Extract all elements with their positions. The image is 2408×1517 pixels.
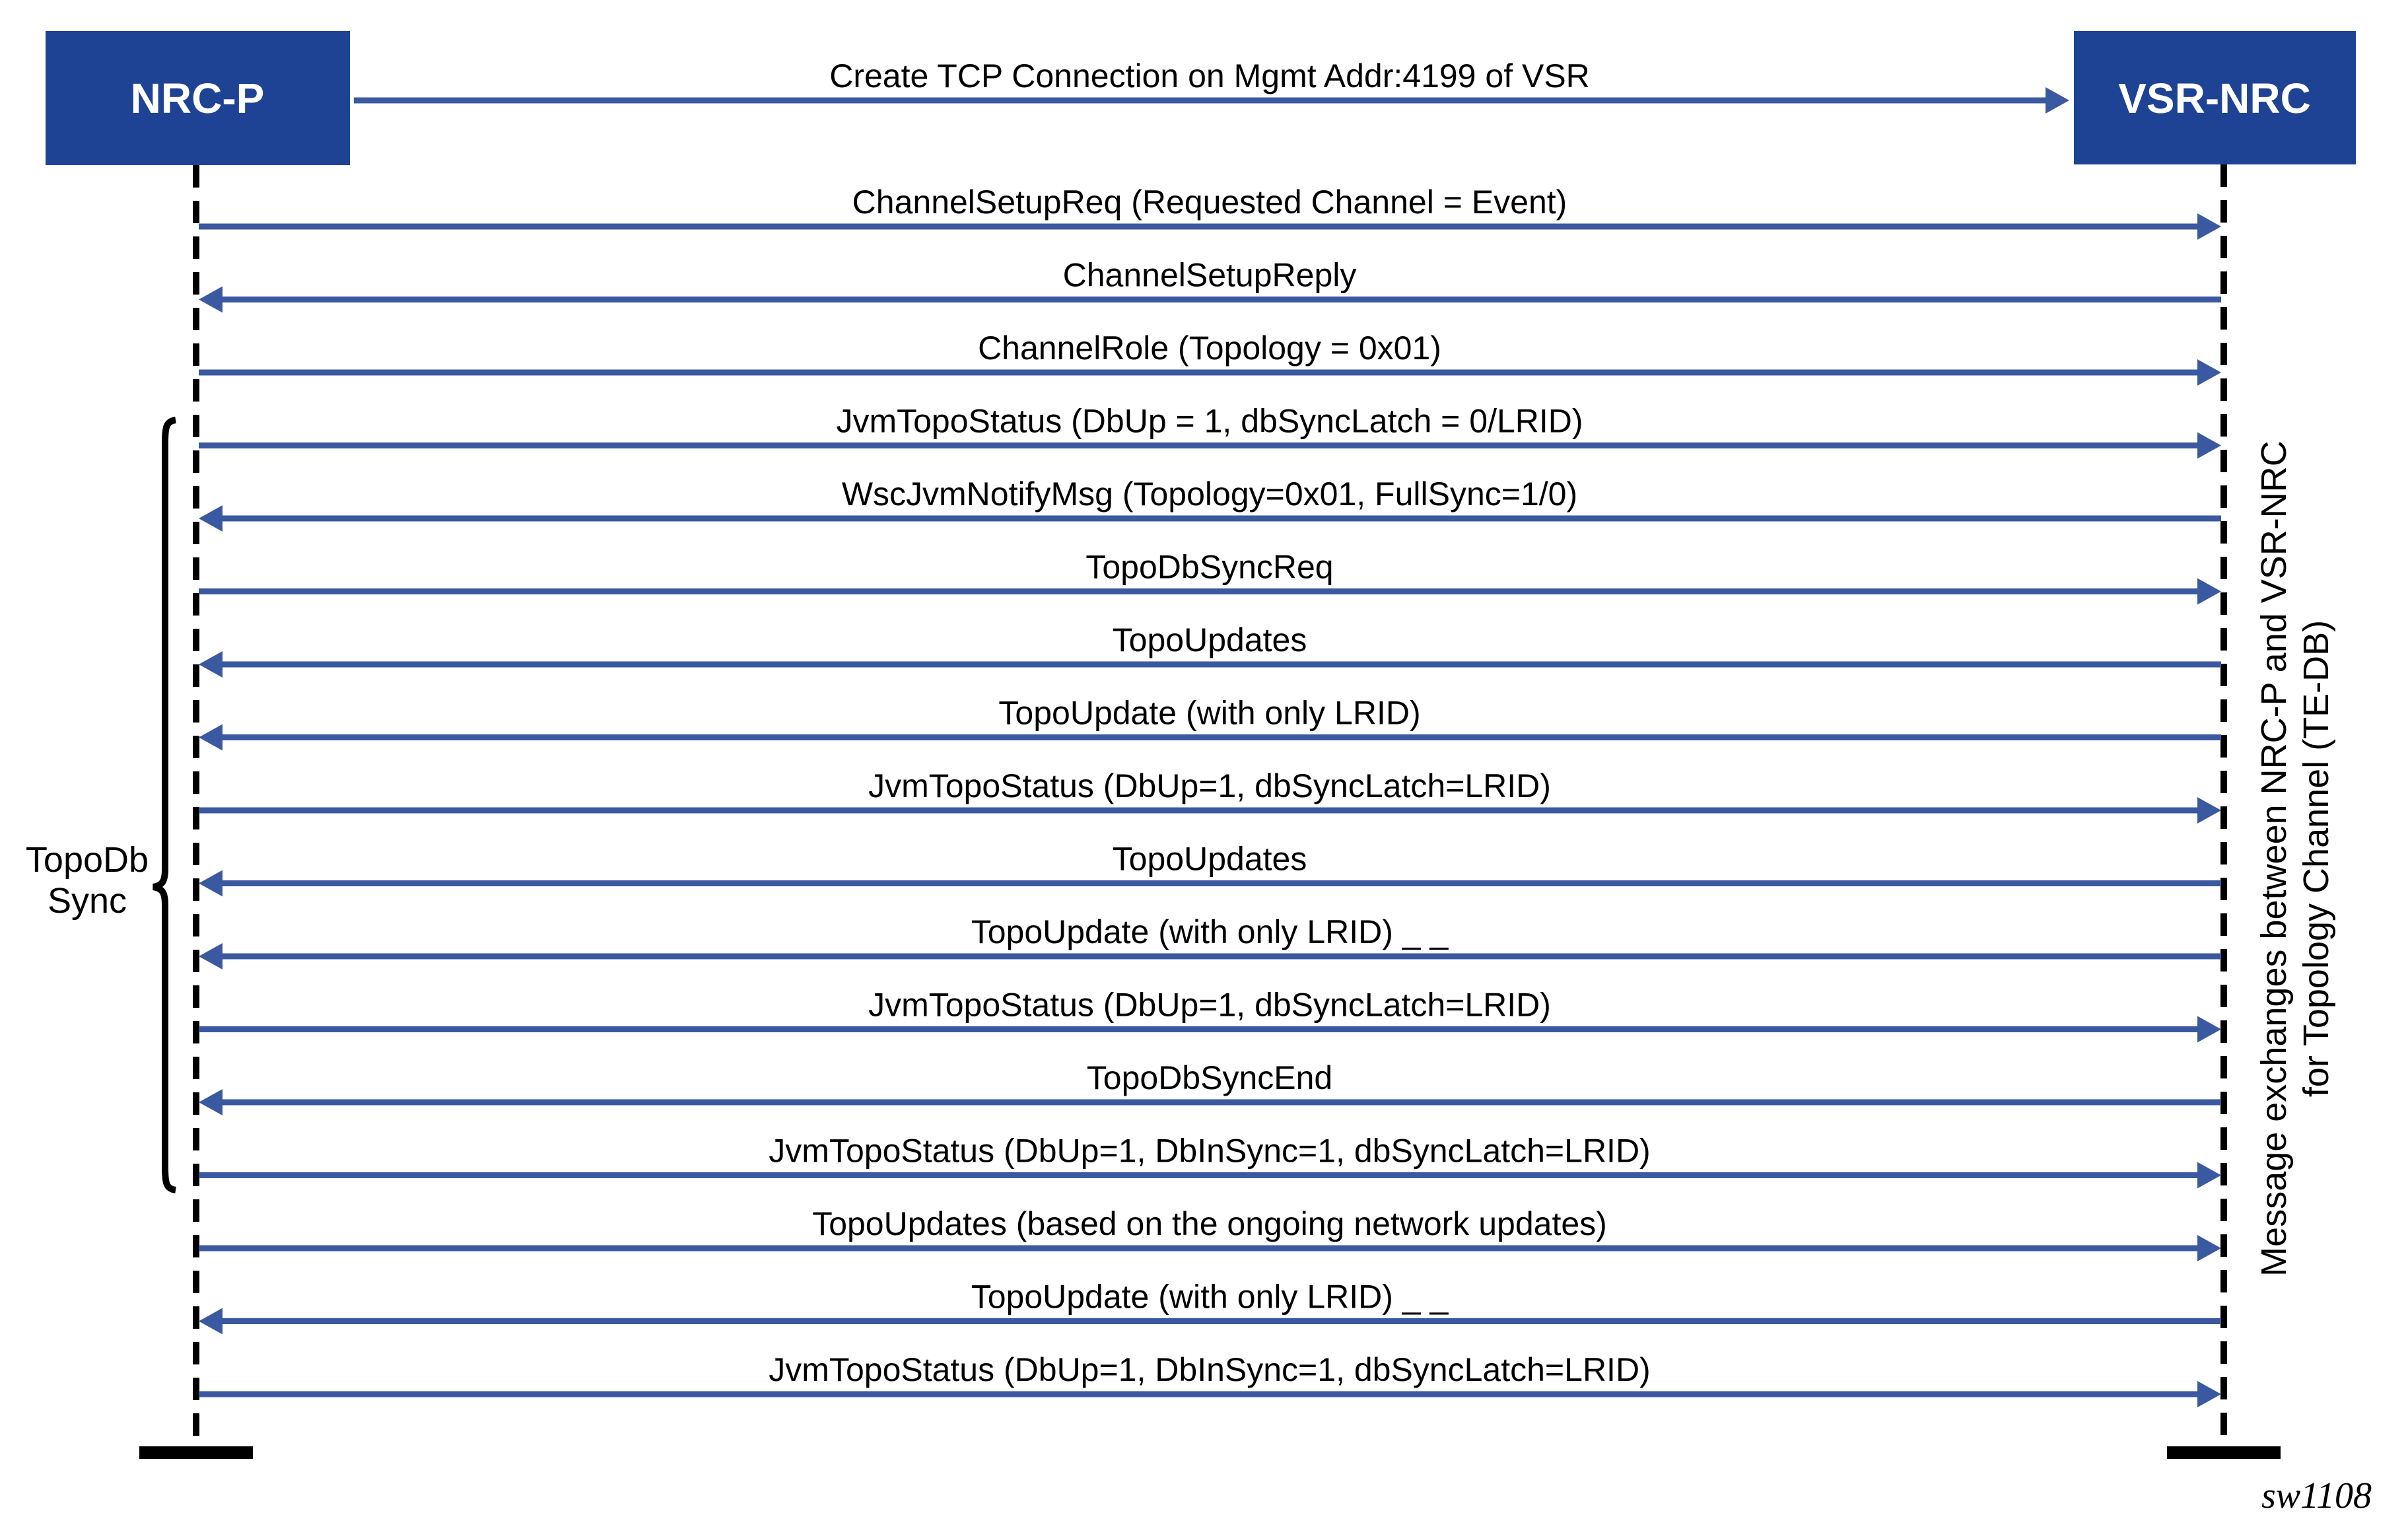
- message-row: [199, 1059, 2221, 1115]
- message-label: JvmTopoStatus (DbUp=1, dbSyncLatch=LRID): [868, 986, 1551, 1024]
- arrowhead-left-icon: [199, 651, 223, 678]
- arrowhead-left-icon: [199, 1308, 223, 1335]
- message-label: ChannelSetupReq (Requested Channel = Event): [852, 184, 1567, 221]
- topodb-sync-label-line1: TopoDb: [25, 840, 149, 880]
- lifeline-end-bar-vsr-nrc: [2167, 1446, 2281, 1459]
- message-label: JvmTopoStatus (DbUp = 1, dbSyncLatch = 0/LRID): [836, 402, 1583, 440]
- arrowhead-right-icon: [2197, 1235, 2221, 1261]
- arrowhead-left-icon: [199, 724, 223, 751]
- message-row: [199, 767, 2221, 824]
- message-row: [199, 1205, 2221, 1261]
- arrowhead-right-icon: [2197, 359, 2221, 386]
- message-row: [354, 57, 2069, 114]
- message-row: [199, 1133, 2221, 1189]
- message-label: TopoUpdate (with only LRID) _ _: [971, 1278, 1449, 1316]
- message-row: [199, 549, 2221, 605]
- message-row: [199, 1351, 2221, 1407]
- message-row: [199, 913, 2221, 970]
- side-note-line2: for Topology Channel (TE-DB): [2296, 619, 2336, 1098]
- actor-vsr-nrc: [2074, 31, 2356, 164]
- message-row: [199, 476, 2221, 532]
- arrowhead-left-icon: [199, 870, 223, 897]
- arrowhead-right-icon: [2046, 87, 2069, 114]
- message-label: TopoDbSyncReq: [1085, 548, 1334, 586]
- message-row: [199, 987, 2221, 1043]
- message-label: WscJvmNotifyMsg (Topology=0x01, FullSync=1/0): [841, 476, 1578, 512]
- arrowhead-left-icon: [199, 505, 223, 532]
- message-label: JvmTopoStatus (DbUp=1, DbInSync=1, dbSyncLatch=LRID): [769, 1351, 1651, 1388]
- arrowhead-right-icon: [2197, 1016, 2221, 1043]
- message-row: [199, 257, 2221, 313]
- message-row: [199, 621, 2221, 678]
- message-label: ChannelRole (Topology = 0x01): [978, 330, 1441, 367]
- message-row: [199, 841, 2221, 897]
- message-row: [199, 695, 2221, 751]
- message-label: TopoDbSyncEnd: [1086, 1059, 1333, 1096]
- message-label: TopoUpdate (with only LRID): [998, 694, 1421, 732]
- message-label: ChannelSetupReply: [1062, 256, 1357, 294]
- side-note-line1: Message exchanges between NRC-P and VSR-NRC: [2254, 441, 2294, 1277]
- arrowhead-right-icon: [2197, 1162, 2221, 1189]
- arrowhead-right-icon: [2197, 213, 2221, 240]
- message-label: JvmTopoStatus (DbUp=1, DbInSync=1, dbSyncLatch=LRID): [769, 1132, 1651, 1170]
- message-label: TopoUpdates: [1112, 840, 1307, 878]
- message-label: TopoUpdates (based on the ongoing network updates): [812, 1205, 1607, 1242]
- topodb-sync-label-line2: Sync: [47, 881, 127, 921]
- lifeline-end-bar-nrc-p: [139, 1446, 253, 1459]
- message-row: [199, 1279, 2221, 1335]
- arrowhead-left-icon: [199, 1089, 223, 1115]
- arrowhead-right-icon: [2197, 433, 2221, 459]
- message-label: TopoUpdate (with only LRID) _ _: [971, 913, 1449, 950]
- watermark-label: sw1108: [2261, 1475, 2372, 1516]
- arrowhead-right-icon: [2197, 579, 2221, 605]
- arrowhead-right-icon: [2197, 797, 2221, 824]
- message-label: JvmTopoStatus (DbUp=1, dbSyncLatch=LRID): [868, 767, 1551, 804]
- message-row: [199, 403, 2221, 459]
- message-list: [199, 57, 2221, 1407]
- arrowhead-left-icon: [199, 287, 223, 313]
- message-label: TopoUpdates: [1112, 621, 1307, 658]
- arrowhead-left-icon: [199, 943, 223, 970]
- actor-label-vsr-nrc: VSR-NRC: [2118, 75, 2311, 122]
- arrowhead-right-icon: [2197, 1381, 2221, 1407]
- message-row: [199, 330, 2221, 386]
- topodb-sync-brace: [153, 420, 176, 1190]
- message-label: Create TCP Connection on Mgmt Addr:4199 of VSR: [829, 57, 1590, 94]
- actor-label-nrc-p: NRC-P: [130, 75, 265, 122]
- actor-nrc-p: [46, 31, 350, 165]
- message-row: [199, 184, 2221, 240]
